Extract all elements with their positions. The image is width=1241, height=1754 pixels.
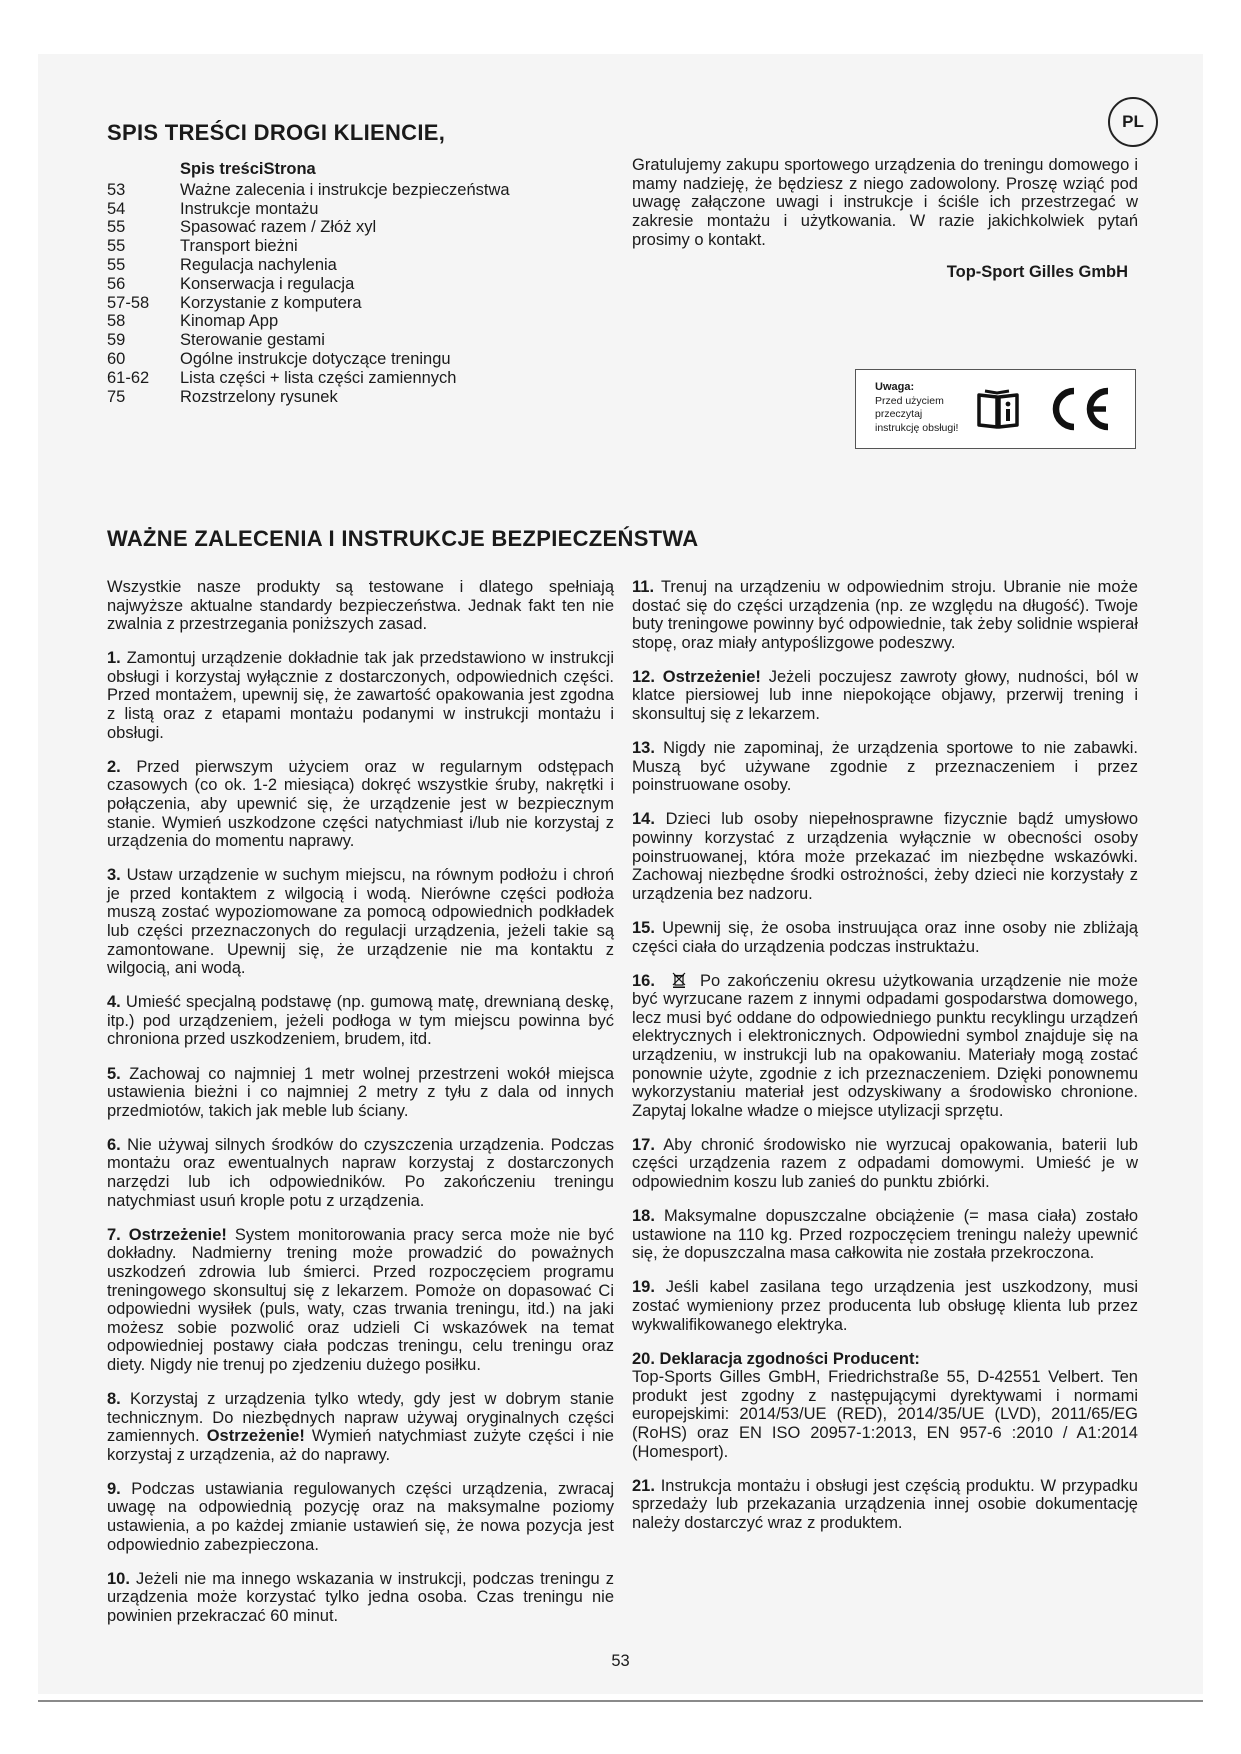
toc-entry (107, 294, 607, 313)
safety-item (632, 1278, 1138, 1334)
safety-item-number: 15. (632, 918, 655, 937)
safety-item-text: Jeśli kabel zasilana tego urządzenia jest uszkodzony, musi zostać wymieniony przez producenta lub obsługę klienta lub przez wykwalifikowanego elektryka. (632, 1278, 1138, 1334)
safety-item-number: 18. (632, 1207, 655, 1226)
toc-entry-label: Regulacja nachylenia (180, 255, 337, 274)
safety-item-text: Maksymalne dopuszczalne obciążenie (= masa ciała) zostało ustawione na 110 kg. Przed rozpoczęciem treningu należy upewnić się, że dopuszczalna masa całkowita nie została przekroczona. (632, 1207, 1138, 1263)
safety-item-text: Umieść specjalną podstawę (np. gumową matę, drewnianą deskę, itp.) pod urządzeniem, jeżeli podłoga w tym miejscu powinna być chroniona przed uszkodzeniem, brudem, itd. (107, 993, 614, 1049)
toc-entry-page: 75 (107, 387, 126, 406)
safety-item (632, 1136, 1138, 1192)
safety-item (632, 919, 1138, 956)
safety-item (632, 1477, 1138, 1533)
safety-item-text: Nigdy nie zapominaj, że urządzenia sportowe to nie zabawki. Muszą być używane zgodnie z przeznaczeniem i przez poinstruowane osoby. (632, 739, 1138, 795)
safety-item (107, 1065, 614, 1121)
toc-entry-page: 61-62 (107, 368, 150, 387)
toc-entry-label: Sterowanie gestami (180, 331, 325, 350)
safety-item-text: Zamontuj urządzenie dokładnie tak jak przedstawiono w instrukcji obsługi i korzystaj wyłącznie z dostarczonych, odpowiednich części. Przed montażem, upewnij się, że zawartość opakowania jest zgodna z listą oraz z etapami montażu podanymi w instrukcji montażu i obsługi. (107, 649, 614, 742)
safety-item (107, 993, 614, 1049)
toc-entry (107, 256, 607, 275)
safety-item (107, 1390, 614, 1464)
toc-entry-page: 57-58 (107, 293, 150, 312)
safety-item-number: 1. (107, 649, 121, 668)
safety-item-text: Top-Sports Gilles GmbH, Friedrichstraße 55, D-42551 Velbert. Ten produkt jest zgodny z następującymi dyrektywami i normami europejskimi: 2014/53/UE (RED), 2014/35/UE (LVD), 2011/65/EG (RoHS) oraz EN ISO 20957-1:2013, EN 957-6 :2010 / A1:2014 (Homesport). (632, 1368, 1138, 1461)
ce-mark-icon (1044, 385, 1114, 433)
safety-item-number: 7. (107, 1225, 121, 1244)
safety-item-number: 17. (632, 1135, 655, 1154)
safety-item-text: Podczas ustawiania regulowanych części urządzenia, zwracaj uwagę na odpowiednią pozycję oraz na maksymalne poziomy ustawienia, a po każdej zmianie ustawień się, że nowa pozycja jest odpowiednio zabezpieczona. (107, 1479, 614, 1554)
toc-entry (107, 237, 607, 256)
safety-item (632, 578, 1138, 652)
manual-book-icon (976, 387, 1020, 429)
safety-item-text: Dzieci lub osoby niepełnosprawne fizycznie bądź umysłowo powinny korzystać z urządzenia wyłącznie w obecności osoby poinstruowanej, która może przekazać im niezbędne wskazówki. Zachowaj niezbędne środki ostrożności, żeby dzieci nie korzystały z urządzenia bez nadzoru. (632, 810, 1138, 903)
safety-item (107, 1136, 614, 1210)
safety-item-number: 14. (632, 810, 655, 829)
notice-title: Uwaga: (875, 381, 915, 393)
intro-paragraph: Gratulujemy zakupu sportowego urządzenia do treningu domowego i mamy nadzieję, że będziesz z niego zadowolony. Proszę wziąć pod uwagę załączone uwagi i instrukcje i ściśle ich przestrzegać w zakresie montażu i użytkowania. W razie jakichkolwiek pytań prosimy o kontakt. (632, 156, 1138, 249)
safety-item-number: 5. (107, 1064, 121, 1083)
safety-item-text: Ustaw urządzenie w suchym miejscu, na równym podłożu i chroń je przed kontaktem z wilgocią i wodą. Nierówne części podłoża muszą zostać wypoziomowane za pomocą odpowiednich podkładek lub części przeznaczonych do regulacji urządzenia, jeżeli takie są zamontowane. Upewnij się, że urządzenie nie ma kontaktu z wilgocią, ani wodą. (107, 866, 614, 978)
safety-item-text: Nie używaj silnych środków do czyszczenia urządzenia. Podczas montażu oraz ewentualnych napraw korzystaj z dostarczonych narzędzi lub ich odpowiedników. Po zakończeniu treningu natychmiast usuń krople potu z urządzenia. (107, 1135, 615, 1210)
toc-entry-label: Rozstrzelony rysunek (180, 387, 338, 406)
safety-item-warning: Ostrzeżenie! (128, 1225, 227, 1244)
safety-column-right (632, 578, 1138, 1548)
toc-header: Spis treściStrona (180, 160, 316, 178)
toc-entry (107, 388, 607, 407)
safety-item-number: 13. (632, 739, 655, 758)
toc-title: SPIS TREŚCI DROGI KLIENCIE, (107, 120, 446, 145)
toc-entry-page: 59 (107, 331, 126, 350)
toc-entry (107, 369, 607, 388)
toc-entry (107, 218, 607, 237)
safety-item-number: 4. (107, 993, 121, 1012)
safety-item-number: 9. (107, 1479, 121, 1498)
safety-item-warning: Ostrzeżenie! (662, 667, 761, 686)
safety-column-left (107, 578, 614, 1641)
toc-entry-page: 55 (107, 255, 126, 274)
safety-item (632, 1350, 1138, 1462)
safety-item-number: 10. (107, 1569, 130, 1588)
safety-item-text: System monitorowania pracy serca może nie być dokładny. Nadmierny trening może prowadzić do poważnych uszkodzeń zdrowia lub śmierci. Przed rozpoczęciem programu treningowego skonsultuj się z lekarzem. Pomoże on dopasować Ci odpowiedni wysiłek (puls, waty, czas trwania treningu, itd.) na jaki możesz sobie pozwolić oraz udzieli Ci wskazówek na temat odpowiedniej postawy ciała podczas treningu, celu treningu oraz diety. Nigdy nie trenuj po zjedzeniu dużego posiłku. (107, 1225, 615, 1374)
toc-entry-page: 55 (107, 218, 126, 237)
safety-item-number: 6. (107, 1135, 121, 1154)
safety-intro: Wszystkie nasze produkty są testowane i dlatego spełniają najwyższe aktualne standardy bezpieczeństwa. Jednak fakt ten nie zwalnia z przestrzegania poniższych zasad. (107, 578, 614, 634)
safety-item (107, 758, 614, 851)
safety-item (107, 1226, 614, 1375)
toc-entry-label: Transport bieżni (180, 237, 298, 256)
safety-item-text: Aby chronić środowisko nie wyrzucaj opakowania, baterii lub części urządzenia razem z odpadami domowymi. Umieść je w odpowiednim koszu lub zanieś do punktu zbiórki. (632, 1135, 1138, 1192)
toc-entry-label: Kinomap App (180, 312, 279, 331)
toc-entry-page: 53 (107, 180, 126, 199)
toc-entry-label: Ogólne instrukcje dotyczące treningu (180, 349, 451, 368)
page-number: 53 (611, 1652, 630, 1670)
safety-item (107, 866, 614, 978)
language-badge: PL (1108, 97, 1158, 147)
safety-item-text: Jeżeli poczujesz zawroty głowy, nudności, ból w klatce piersiowej lub inne niepokojące objawy, przerwij trening i skonsultuj się z lekarzem. (632, 667, 1138, 724)
safety-item-number: 12. (632, 667, 655, 686)
toc-entry (107, 275, 607, 294)
signature: Top-Sport Gilles GmbH (946, 263, 1128, 281)
safety-item-text: Korzystaj z urządzenia tylko wtedy, gdy jest w dobrym stanie technicznym. Do niezbędnych napraw używaj oryginalnych części zamiennych. (107, 1389, 614, 1446)
safety-item-number: 3. (107, 866, 121, 885)
safety-item (632, 1207, 1138, 1263)
safety-item-warning: Ostrzeżenie! (206, 1427, 305, 1446)
safety-item-text: Wymień natychmiast zużyte części i nie korzystaj z urządzenia, aż do naprawy. (107, 1427, 614, 1464)
read-manual-notice (855, 369, 1136, 449)
toc-entry-label: Konserwacja i regulacja (180, 274, 355, 293)
safety-item-text: Po zakończeniu okresu użytkowania urządzenie nie może być wyrzucane razem z innymi odpadami gospodarstwa domowego, lecz musi być oddane do odpowiedniego punktu recyklingu urządzeń elektrycznych i elektronicznych. Odpowiedni symbol znajduje się na urządzeniu, w instrukcji lub na opakowaniu. Materiały mogą zostać ponownie użyte, zgodnie z ich przeznaczeniem. Dzięki ponownemu wykorzystaniu materiał jest odzyskiwany a środowisko chronione. Zapytaj lokalne władze o miejsce utylizacji sprzętu. (632, 971, 1138, 1120)
ce-mark-label: CE (1044, 385, 1046, 386)
toc-entry (107, 181, 607, 200)
safety-item-number: 16. (632, 971, 655, 990)
safety-item-number: 11. (632, 578, 655, 596)
safety-section-title: WAŻNE ZALECENIA I INSTRUKCJE BEZPIECZEŃSTWA (107, 526, 699, 551)
toc-entry (107, 200, 607, 219)
safety-item-text: Trenuj na urządzeniu w odpowiednim stroju. Ubranie nie może dostać się do części urządzenia (np. ze względu na długość). Twoje buty treningowe powinny być odpowiednie, tak żeby solidnie wspierał stopę, oraz miały antypoślizgowe podeszwy. (632, 578, 1138, 652)
safety-item (107, 1480, 614, 1554)
safety-item (632, 668, 1138, 724)
safety-item-number: 8. (107, 1389, 121, 1408)
safety-item (632, 972, 1138, 1121)
toc-entry-page: 60 (107, 349, 126, 368)
weee-bin-icon (672, 972, 686, 988)
safety-item-text: Instrukcja montażu i obsługi jest częścią produktu. W przypadku sprzedaży lub przekazania urządzenia innej osobie dokumentację należy dostarczyć wraz z produktem. (632, 1476, 1138, 1532)
notice-text: Przed użyciem przeczytaj instrukcję obsługi! (875, 394, 959, 434)
toc-entry (107, 331, 607, 350)
toc-entry-page: 58 (107, 312, 126, 331)
toc-entry-page: 54 (107, 199, 126, 218)
toc-entry-label: Lista części + lista części zamiennych (180, 368, 457, 387)
safety-item (107, 649, 614, 742)
toc-entry (107, 350, 607, 369)
safety-item-text: Jeżeli nie ma innego wskazania w instrukcji, podczas treningu z urządzenia może korzystać tylko jedna osoba. Czas treningu nie powinien przekraczać 60 minut. (107, 1569, 615, 1625)
bottom-divider (38, 1700, 1203, 1702)
safety-item-text: Zachowaj co najmniej 1 metr wolnej przestrzeni wokół miejsca ustawienia bieżni i co najmniej 2 metry z tyłu z dala od innych przedmiotów, takich jak meble lub ściany. (107, 1064, 614, 1120)
safety-item-number: 2. (107, 757, 121, 776)
safety-item-number: 19. (632, 1278, 655, 1297)
toc-entry-label: Ważne zalecenia i instrukcje bezpieczeństwa (180, 180, 510, 199)
safety-item (632, 739, 1138, 795)
safety-item (107, 1570, 614, 1626)
safety-item-number: 21. (632, 1476, 655, 1495)
toc-entry-page: 55 (107, 237, 126, 256)
safety-item-text: Upewnij się, że osoba instruująca oraz inne osoby nie zbliżają części ciała do urządzenia podczas instruktażu. (632, 918, 1138, 956)
toc-entry (107, 312, 607, 331)
safety-item-text: Przed pierwszym użyciem oraz w regularnym odstępach czasowych (co ok. 1-2 miesiąca) dokręć wszystkie śruby, nakrętki i połączenia, aby upewnić się, że urządzenie jest w bezpiecznym stanie. Wymień uszkodzone części natychmiast i/lub nie korzystaj z urządzenia do momentu naprawy. (107, 757, 614, 851)
safety-item-number: 20. (632, 1349, 655, 1368)
safety-item-warning: Deklaracja zgodności Producent: (659, 1349, 920, 1368)
table-of-contents (107, 160, 607, 406)
safety-item (632, 810, 1138, 903)
toc-entry-label: Spasować razem / Złóż xyl (180, 218, 377, 237)
toc-entry-label: Korzystanie z komputera (180, 293, 362, 312)
toc-entry-label: Instrukcje montażu (180, 199, 319, 218)
toc-entry-page: 56 (107, 274, 126, 293)
